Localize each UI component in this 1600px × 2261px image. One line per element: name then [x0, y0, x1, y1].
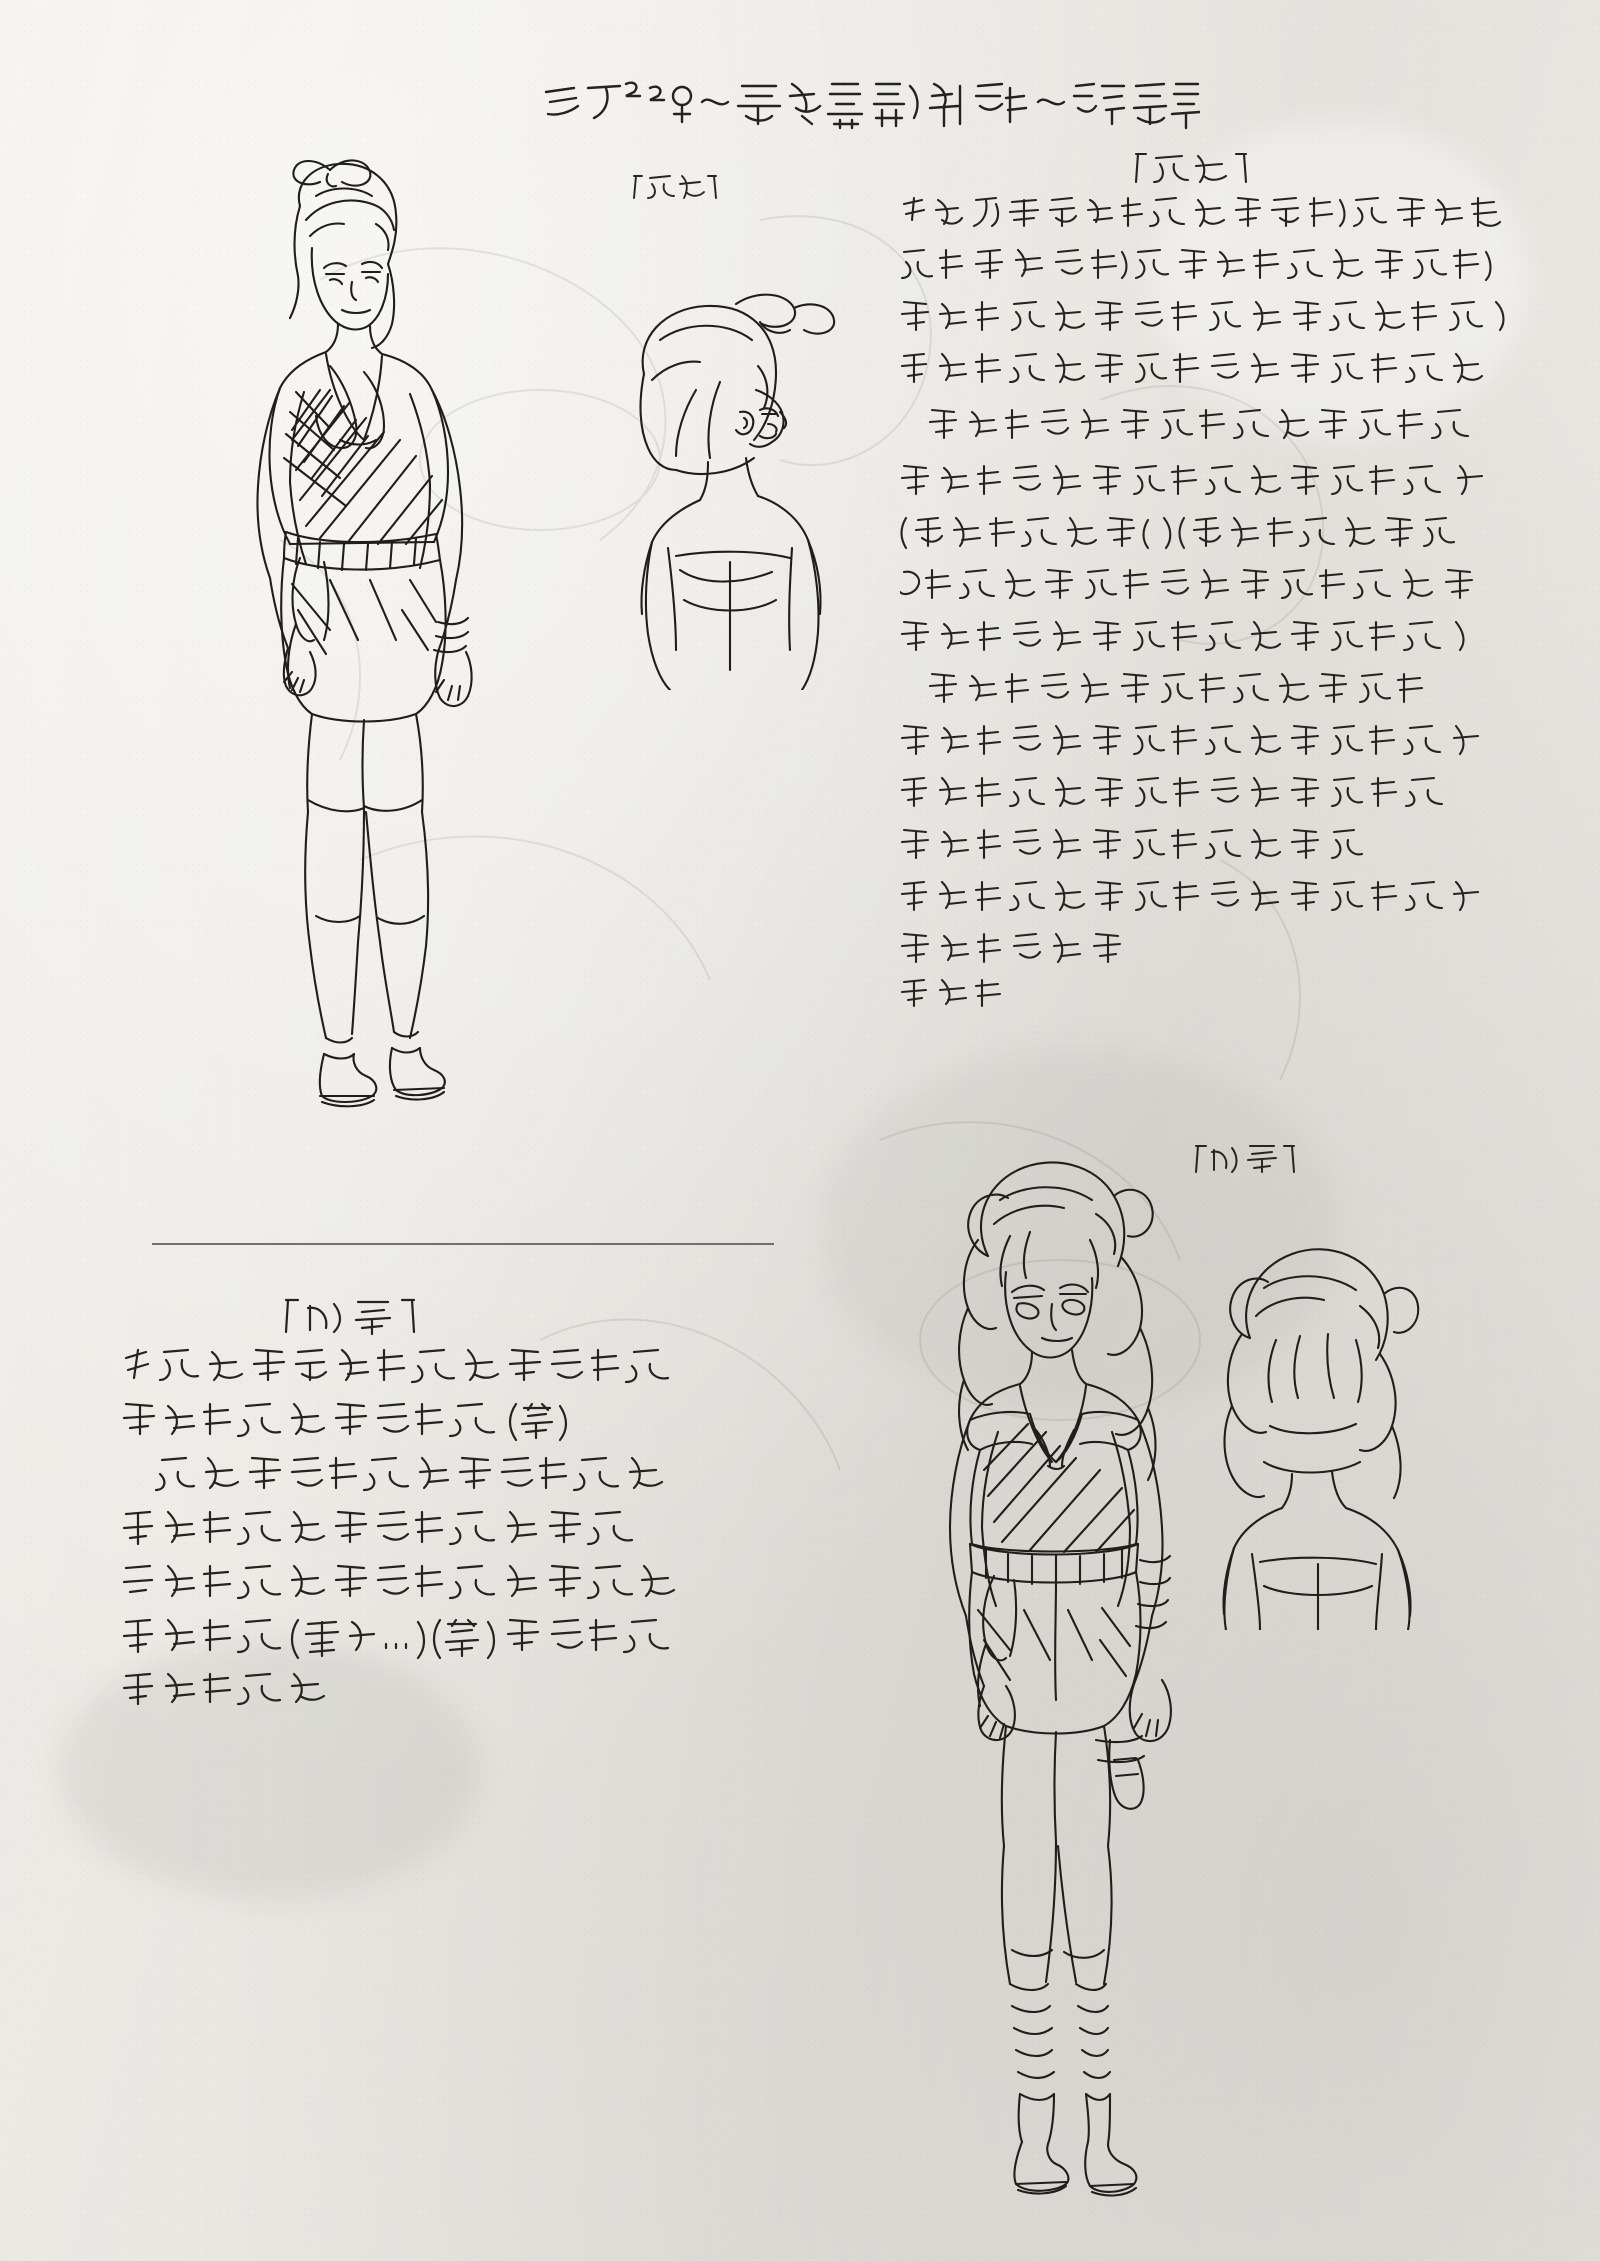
- page-title: [540, 78, 1200, 132]
- paper-smudge: [1150, 120, 1530, 440]
- paper-smudge: [60, 1640, 480, 1900]
- label-yaku-top: [630, 172, 720, 202]
- figure-ground-line: [152, 1243, 774, 1245]
- notes-yaku: [900, 150, 1520, 1020]
- fubuki-back-upper-body: [1160, 1230, 1450, 1630]
- yaku-front-full-body: [180, 140, 600, 1240]
- yaku-back-upper-body: [560, 270, 880, 690]
- notes-fubuki: [120, 1296, 800, 1716]
